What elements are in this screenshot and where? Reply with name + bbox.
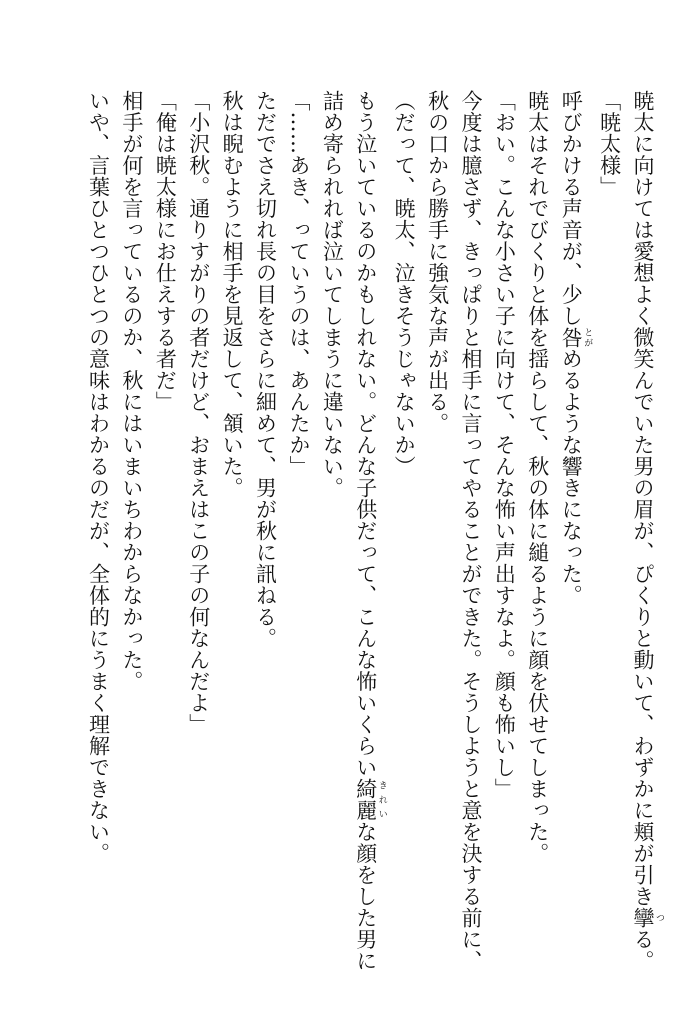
text-line-1-part-1: 暁太に向けては愛想よく微笑んでいた男の眉が、ぴくりと動いて、わずかに頬が引き xyxy=(631,90,655,907)
text-line-8: （だって、暁太、泣きそうじゃないか） xyxy=(392,90,417,477)
text-line-14: 「小沢秋。通りすがりの者だけど、おまえはこの子の何なんだよ」 xyxy=(186,90,211,735)
text-line-6: 今度は臆さず、きっぱりと相手に言ってやることができた。そうしようと意を決する前に、 xyxy=(458,90,483,972)
text-line-1-part-2: る。 xyxy=(631,928,655,972)
text-line-2: 「暁太様」 xyxy=(597,90,622,198)
ruby-text-kirei: きれい xyxy=(376,778,387,821)
text-line-1 xyxy=(626,90,664,972)
ruby-hikitsuru: 攣 つ xyxy=(631,907,664,929)
text-line-5: 「おい。こんな小さい子に向けて、そんな怖い声出すなよ。顔も怖いし」 xyxy=(492,90,517,800)
text-line-16: 相手が何を言っているのか、秋にはいまいちわからなかった。 xyxy=(119,90,144,692)
ruby-text-tsu: つ xyxy=(654,907,664,929)
text-line-4: 暁太はそれでびくりと体を揺らして、秋の体に縋るように顔を伏せてしまった。 xyxy=(525,90,550,864)
text-line-10: 詰め寄られれば泣いてしまうに違いない。 xyxy=(320,90,345,499)
text-line-11: 「……あき、っていうのは、あんたか」 xyxy=(286,90,311,477)
text-line-7: 秋の口から勝手に強気な声が出る。 xyxy=(425,90,450,434)
text-line-3-part-2: めるような響きになった。 xyxy=(559,348,584,606)
text-line-3-part-1: 呼びかける声音が、少し xyxy=(559,90,584,327)
text-line-3 xyxy=(554,90,592,960)
ruby-text-toga: とが xyxy=(582,326,593,348)
ruby-kirei: 綺麗 きれい xyxy=(353,778,387,821)
text-line-9-part-1: もう泣いているのかもしれない。どんな子供だって、こんな怖いくらい xyxy=(353,90,378,778)
text-line-9 xyxy=(348,90,387,972)
ruby-togameru: 咎 とが xyxy=(559,326,593,348)
text-line-9-part-2: な顔をした男に xyxy=(353,821,378,972)
text-line-12: ただでさえ切れ長の目をさらに細めて、男が秋に訊ねる。 xyxy=(253,90,278,649)
text-line-13: 秋は睨むように相手を見返して、頷いた。 xyxy=(220,90,245,499)
text-line-15: 「俺は暁太様にお仕えする者だ」 xyxy=(153,90,178,413)
vertical-text-block xyxy=(81,90,664,972)
text-line-17: いや、言葉ひとつひとつの意味はわかるのだが、全体的にうまく理解できない。 xyxy=(86,90,111,864)
